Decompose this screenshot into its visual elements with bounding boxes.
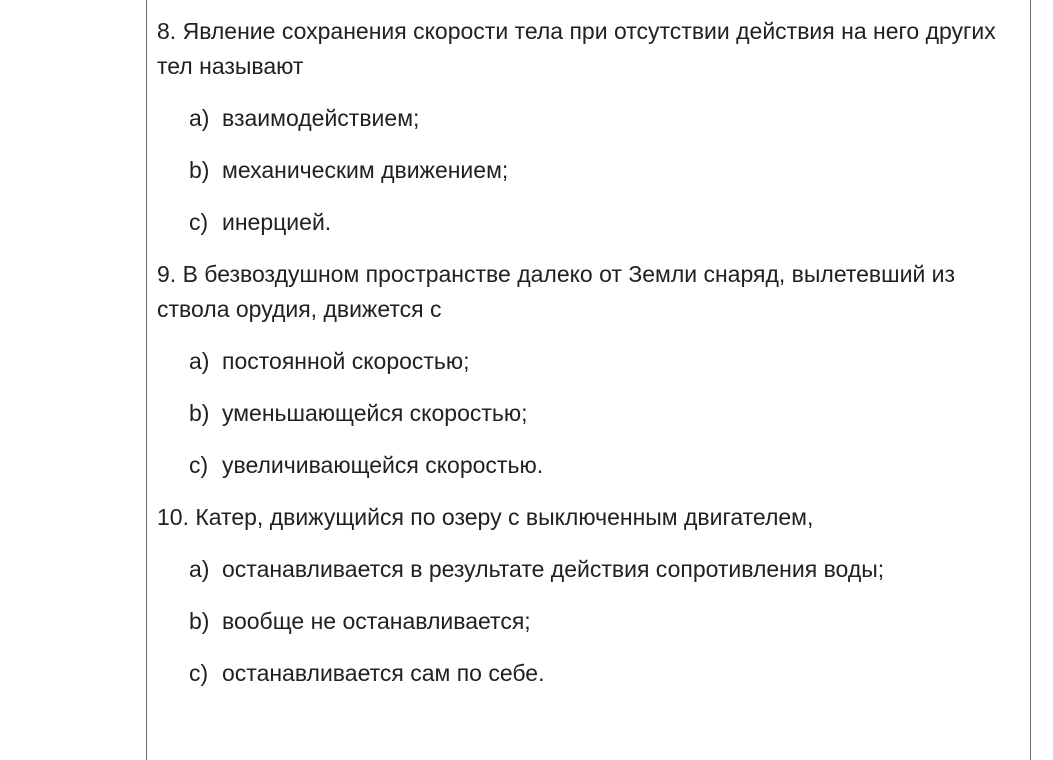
question-text <box>157 14 1027 84</box>
option-text: останавливается сам по себе. <box>222 660 545 686</box>
option-text: уменьшающейся скоростью; <box>222 400 528 426</box>
option-text: инерцией. <box>222 209 332 235</box>
option-letter: b) <box>189 157 210 183</box>
answer-option-b <box>157 153 1027 188</box>
option-letter: b) <box>189 608 210 634</box>
option-text: постоянной скоростью; <box>222 348 470 374</box>
option-text: механическим движением; <box>222 157 509 183</box>
answer-option-c <box>157 448 1027 483</box>
question-number: 8. <box>157 18 177 44</box>
question-9 <box>157 257 1027 483</box>
option-letter: c) <box>189 452 209 478</box>
option-text: вообще не останавливается; <box>222 608 531 634</box>
answer-option-b <box>157 604 1027 639</box>
answer-option-a <box>157 101 1027 136</box>
question-text <box>157 257 1027 327</box>
answer-option-a <box>157 552 1027 587</box>
answer-options <box>157 101 1027 240</box>
option-letter: c) <box>189 660 209 686</box>
option-text: увеличивающейся скоростью. <box>222 452 544 478</box>
document-content <box>157 14 1027 691</box>
question-10 <box>157 500 1027 691</box>
answer-option-b <box>157 396 1027 431</box>
question-body: Явление сохранения скорости тела при отсутствии действия на него других тел называют <box>157 18 996 79</box>
question-number: 9. <box>157 261 177 287</box>
answer-option-c <box>157 656 1027 691</box>
option-letter: a) <box>189 348 210 374</box>
question-8 <box>157 14 1027 240</box>
option-letter: a) <box>189 105 210 131</box>
option-text: взаимодействием; <box>222 105 420 131</box>
question-body: В безвоздушном пространстве далеко от Земли снаряд, вылетевший из ствола орудия, движется с <box>157 261 956 322</box>
question-number: 10. <box>157 504 189 530</box>
option-letter: b) <box>189 400 210 426</box>
question-body: Катер, движущийся по озеру с выключенным двигателем, <box>195 504 814 530</box>
answer-options <box>157 552 1027 691</box>
option-letter: c) <box>189 209 209 235</box>
answer-option-c <box>157 205 1027 240</box>
option-letter: a) <box>189 556 210 582</box>
answer-option-a <box>157 344 1027 379</box>
question-text <box>157 500 1027 535</box>
answer-options <box>157 344 1027 483</box>
option-text: останавливается в результате действия сопротивления воды; <box>222 556 885 582</box>
